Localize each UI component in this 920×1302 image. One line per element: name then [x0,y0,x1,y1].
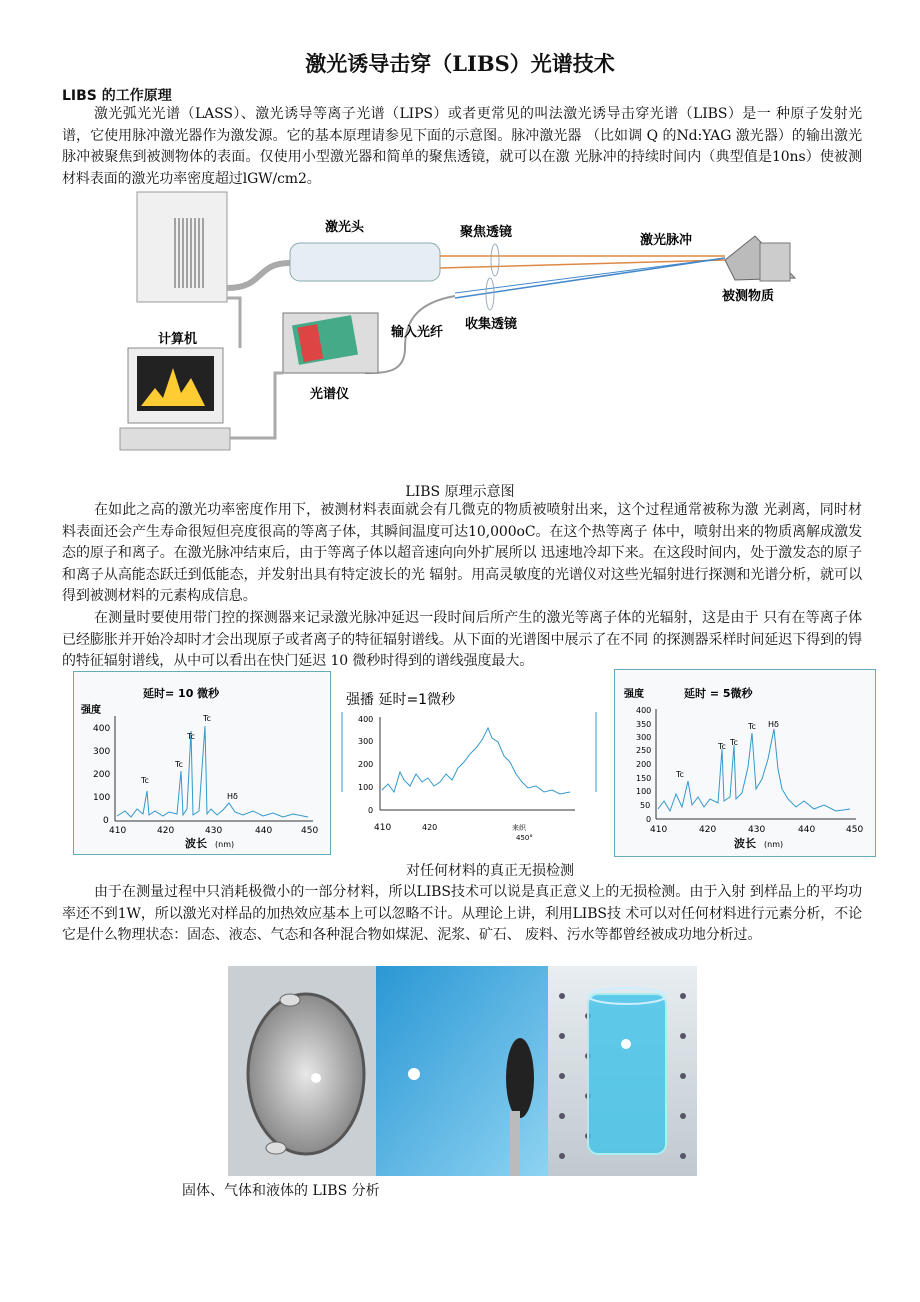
tick: 420 [422,823,438,832]
collect-lens [486,278,494,310]
peak-label: Tc [718,742,726,751]
tick: 150 [636,774,652,783]
paragraph-2: 在如此之高的激光功率密度作用下，被测材料表面就会有几微克的物质被喷射出来，这个过程通常被称为激 光剥离，同时材料表面还会产生寿命很短但亮度很高的等离子体，其瞬间温度可达10,000oC。在这个热等离子 体中，喷射出来的物质离解成激发态的原子和离子。在激光脉冲结束后，由于等离子体以超音速向向外扩展所以 迅速地冷却下来。在这段时间内，处于激发态的原子和离子从高能态跃迁到低能态，并发射出具有特定波长的光 辐射。用高灵敏度的光谱仪对这些光辐射进行探测和光谱分析，就可以得到被测材料的元素构成信息。 [62,502,862,604]
tick: 450 [846,825,864,835]
peak-label: Tc [748,722,756,731]
peak-label: Hδ [768,720,779,729]
spectrum-left [73,671,331,855]
spectrum-left-title: 延时= 10 微秒 [143,687,220,700]
peak-label: Hδ [227,792,238,801]
tick: 410 [374,823,392,833]
tick: 0 [103,816,109,826]
focus-lens-label: 聚焦透镜 [460,225,513,240]
laser-power-unit [137,192,227,302]
tick: 400 [636,706,652,715]
tick: 430 [748,825,766,835]
sample-label: 被测物质 [722,289,775,304]
paragraph-4: 由于在测量过程中只消耗极微小的一部分材料，所以LIBS技术可以说是真正意义上的无损检测。由于入射 到样品上的平均功率还不到1W，所以激光对样品的加热效应基本上可以忽略不计。从理论上讲，利用LIBS技 术可以对任何材料进行元素分析，不论它是什么物理状态：固态、液态、气态和各种混合物如煤泥、泥浆、矿石、 废料、污水等都曾经被成功地分析过。 [62,884,862,943]
section-heading: LIBS 的工作原理 [62,88,172,104]
laser-pulse-label: 激光脉冲 [640,233,693,248]
tick: 400 [93,724,111,734]
spectrum-right-ylabel: 强度 [624,689,644,700]
tick: 250 [636,746,652,755]
peak-label: Tc [187,732,195,741]
peak-label: Tc [676,770,684,779]
tick: 50 [640,801,651,810]
tick: 450 [301,826,319,836]
tick: 100 [636,787,652,796]
paragraph-3: 在测量时要使用带门控的探测器来记录激光脉冲延迟一段时间后所产生的激光等离子体的光辐射，这是由于 只有在等离子体已经膨胀并开始冷却时才会出现原子或者离子的特征辐射谱线。从下面的光谱图中展示了在不同 的探测器采样时间延迟下得到的锝的特征辐射谱线，从中可以看出在快门延迟 10 微秒时得到的谱线强度最大。 [62,610,862,669]
sample-analysis-photo [228,966,697,1176]
tick: 100 [93,793,111,803]
libs-schematic-diagram [115,188,855,478]
tick: 430 [205,826,223,836]
peak-label: Tc [175,760,183,769]
tick: 420 [157,826,175,836]
spectrometer-label: 光谱仪 [310,387,350,402]
laser-head-label: 激光头 [325,220,365,235]
tick: 350 [636,720,652,729]
tick: 0 [646,815,652,824]
spectrum-middle [340,682,600,852]
focus-lens [491,244,499,276]
peak-label: Tc [141,776,149,785]
tick: 200 [358,760,374,769]
spectrum-right-title: 延时 = 5微秒 [684,687,753,700]
tick: 300 [636,733,652,742]
tick: 300 [93,747,111,757]
unit: (nm) [764,840,784,849]
tick: 400 [358,715,374,724]
tick: 420 [699,825,717,835]
fiber-label: 输入光纤 [391,325,444,340]
page-title: 激光诱导击穿（LIBS）光谱技术 [305,51,615,76]
computer-case [120,428,230,450]
tick: 410 [650,825,668,835]
diagram-caption: LIBS 原理示意图 [405,484,515,500]
photo-caption: 固体、气体和液体的 LIBS 分析 [182,1183,380,1199]
paragraph-1: 激光弧光光谱（LASS）、激光诱导等离子光谱（LIPS）或者更常见的叫法激光诱导击穿光谱（LIBS）是一 种原子发射光谱，它使用脉冲激光器作为激发源。它的基本原理请参见下面的示意图。脉冲激光器 （比如调 Q 的Nd:YAG 激光器）的输出激光脉冲被聚焦到被测物体的表面。仅使用小型激光器和简单的聚焦透镜，就可以在激 光脉冲的持续时间内（典型值是10ns）使被测材料表面的激光功率密度超过lGW/cm2。 [62,106,862,187]
spectra-caption: 对任何材料的真正无损检测 [406,863,574,879]
collect-lens-label: 收集透镜 [465,317,518,332]
computer-label: 计算机 [158,332,198,347]
note: 450° [516,834,533,842]
spectrum-left-ylabel: 强度 [81,705,101,716]
tick: 440 [798,825,816,835]
note: 来织 [512,824,526,832]
unit: (nm) [215,840,235,849]
peak-label: Tc [730,738,738,747]
tick: 200 [636,760,652,769]
tick: 200 [93,770,111,780]
peak-label: Tc [203,714,211,723]
tick: 0 [368,806,374,815]
tick: 300 [358,737,374,746]
tick: 410 [109,826,127,836]
laser-head [290,243,440,281]
spectrum-middle-title: 强播 延时=1微秒 [346,692,456,708]
spectrum-left-xlabel: 波长 [185,837,207,850]
spectrum-right-xlabel: 波长 [734,837,756,850]
tick: 100 [358,783,374,792]
tick: 440 [255,826,273,836]
spectrum-right [614,669,876,857]
